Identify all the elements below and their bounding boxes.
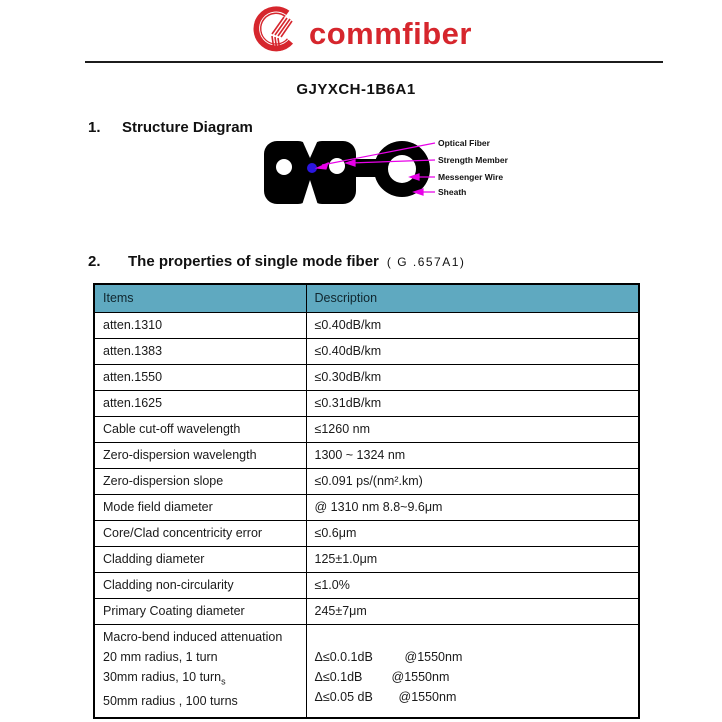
- optical-fiber-dot: [307, 163, 317, 173]
- brand-logo: [0, 4, 722, 58]
- structure-diagram: [262, 130, 517, 219]
- macro-bend-values-cell: [306, 624, 639, 718]
- desc-cell: ≤0.40dB/km: [306, 312, 639, 338]
- table-row: [94, 494, 639, 520]
- macro-bend-condition-2: 30mm radius, 10 turn$_s$: [103, 669, 226, 686]
- item-cell: atten.1310: [94, 312, 306, 338]
- table-row: [94, 390, 639, 416]
- macro-bend-items-cell: [94, 624, 306, 718]
- macro-bend-row: [94, 624, 639, 718]
- item-cell: atten.1383: [94, 338, 306, 364]
- item-cell: Cladding diameter: [94, 546, 306, 572]
- desc-cell: 245±7μm: [306, 598, 639, 624]
- item-cell: Cable cut-off wavelength: [94, 416, 306, 442]
- item-cell: atten.1625: [94, 390, 306, 416]
- table-row: [94, 572, 639, 598]
- table-row: [94, 442, 639, 468]
- desc-cell: ≤0.091 ps/(nm².km): [306, 468, 639, 494]
- label-optical-fiber: Optical Fiber: [438, 138, 490, 148]
- macro-bend-value-3: Δ≤0.05 dB @1550nm: [314, 689, 457, 704]
- item-cell: Core/Clad concentricity error: [94, 520, 306, 546]
- item-cell: Mode field diameter: [94, 494, 306, 520]
- header-divider: [85, 61, 663, 63]
- item-cell: Cladding non-circularity: [94, 572, 306, 598]
- label-sheath: Sheath: [438, 187, 467, 197]
- section-1-heading: [88, 119, 253, 136]
- desc-cell: ≤0.40dB/km: [306, 338, 639, 364]
- section-2-number: 2.: [88, 253, 101, 270]
- label-strength-member: Strength Member: [438, 155, 508, 165]
- item-cell: atten.1550: [94, 364, 306, 390]
- table-row: [94, 416, 639, 442]
- item-cell: Zero-dispersion slope: [94, 468, 306, 494]
- macro-bend-condition-1: 20 mm radius, 1 turn: [103, 649, 218, 664]
- desc-cell: ≤0.30dB/km: [306, 364, 639, 390]
- desc-cell: 1300 ~ 1324 nm: [306, 442, 639, 468]
- section-1-number: 1.: [88, 119, 101, 136]
- desc-cell: 125±1.0μm: [306, 546, 639, 572]
- brand-name: commfiber: [309, 15, 472, 51]
- table-row: [94, 312, 639, 338]
- macro-bend-value-1: Δ≤0.0.1dB @1550nm: [314, 649, 463, 664]
- column-header-description: Description: [306, 284, 639, 312]
- table-row: [94, 468, 639, 494]
- table-row: [94, 546, 639, 572]
- desc-cell: ≤0.6μm: [306, 520, 639, 546]
- item-cell: Primary Coating diameter: [94, 598, 306, 624]
- table-row: [94, 598, 639, 624]
- section-1-title: Structure Diagram: [122, 119, 253, 136]
- table-row: [94, 364, 639, 390]
- desc-cell: ≤1.0%: [306, 572, 639, 598]
- item-cell: Zero-dispersion wavelength: [94, 442, 306, 468]
- section-2-heading: [88, 253, 465, 270]
- macro-bend-title: Macro-bend induced attenuation: [103, 629, 283, 644]
- commfiber-logo-icon: [250, 5, 300, 57]
- table-row: [94, 338, 639, 364]
- section-2-title: The properties of single mode fiber: [128, 253, 379, 270]
- desc-cell: ≤1260 nm: [306, 416, 639, 442]
- desc-cell: ≤0.31dB/km: [306, 390, 639, 416]
- label-messenger-wire: Messenger Wire: [438, 172, 504, 182]
- strength-member-left: [276, 159, 292, 175]
- desc-cell: @ 1310 nm 8.8~9.6μm: [306, 494, 639, 520]
- table-header-row: [94, 284, 639, 312]
- column-header-items: Items: [94, 284, 306, 312]
- cable-cross-section: [262, 130, 517, 214]
- table-row: [94, 520, 639, 546]
- section-2-standard: ( G .657A1): [386, 255, 466, 269]
- macro-bend-condition-3: 50mm radius , 100 turns: [103, 694, 238, 708]
- fiber-properties-table: [93, 283, 640, 719]
- macro-bend-value-2: Δ≤0.1dB @1550nm: [314, 669, 450, 684]
- page-title: GJYXCH-1B6A1: [296, 81, 416, 98]
